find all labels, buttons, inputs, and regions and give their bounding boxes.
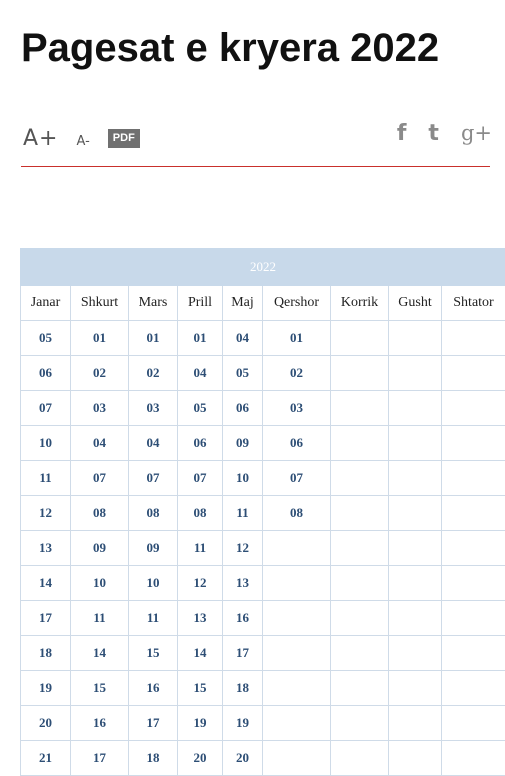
table-row: [21, 636, 505, 671]
table-cell: [442, 636, 505, 671]
table-cell: 10: [223, 461, 263, 496]
table-cell: [389, 426, 442, 461]
table-cell: 14: [21, 566, 71, 601]
table-cell: 12: [178, 566, 223, 601]
table-cell: 12: [21, 496, 71, 531]
table-cell: 15: [129, 636, 178, 671]
table-cell: 20: [178, 741, 223, 776]
table-cell: [389, 601, 442, 636]
table-cell: [389, 461, 442, 496]
page-title: Pagesat e kryera 2022: [21, 24, 439, 72]
table-cell: [331, 636, 389, 671]
table-cell: 15: [178, 671, 223, 706]
table-cell: 08: [178, 496, 223, 531]
table-cell: 16: [129, 671, 178, 706]
table-cell: [331, 426, 389, 461]
table-row: [21, 601, 505, 636]
table-cell: 03: [263, 391, 331, 426]
month-header-shkurt: Shkurt: [71, 286, 129, 321]
month-header-gusht: Gusht: [389, 286, 442, 321]
font-size-tools: [23, 123, 140, 153]
table-cell: [442, 566, 505, 601]
pdf-button[interactable]: PDF: [108, 129, 140, 148]
table-cell: 06: [178, 426, 223, 461]
table-cell: 08: [71, 496, 129, 531]
table-cell: 11: [178, 531, 223, 566]
table-cell: 04: [223, 321, 263, 356]
table-cell: 13: [178, 601, 223, 636]
table-cell: 18: [129, 741, 178, 776]
table-cell: 11: [129, 601, 178, 636]
table-cell: 14: [71, 636, 129, 671]
table-row: [21, 321, 505, 356]
month-header-row: [21, 286, 505, 321]
table-cell: [331, 321, 389, 356]
table-cell: 05: [178, 391, 223, 426]
table-cell: 02: [263, 356, 331, 391]
table-cell: 19: [178, 706, 223, 741]
table-cell: [263, 566, 331, 601]
table-cell: 05: [21, 321, 71, 356]
table-cell: [442, 706, 505, 741]
table-cell: 14: [178, 636, 223, 671]
table-cell: 07: [129, 461, 178, 496]
table-cell: 21: [21, 741, 71, 776]
table-cell: 17: [21, 601, 71, 636]
table-cell: 04: [129, 426, 178, 461]
month-header-shtator: Shtator: [442, 286, 505, 321]
table-cell: [389, 636, 442, 671]
table-cell: [442, 496, 505, 531]
table-cell: [331, 601, 389, 636]
table-cell: [263, 741, 331, 776]
payments-table-body: [21, 321, 505, 776]
month-header-prill: Prill: [178, 286, 223, 321]
table-cell: 16: [71, 706, 129, 741]
table-cell: 20: [21, 706, 71, 741]
google-plus-icon[interactable]: g+: [461, 121, 492, 145]
table-cell: [389, 741, 442, 776]
table-cell: 09: [129, 531, 178, 566]
table-cell: [331, 671, 389, 706]
table-cell: 06: [21, 356, 71, 391]
table-cell: 01: [71, 321, 129, 356]
table-cell: [331, 391, 389, 426]
table-cell: [389, 391, 442, 426]
table-cell: 18: [223, 671, 263, 706]
table-cell: 10: [71, 566, 129, 601]
table-cell: 03: [129, 391, 178, 426]
social-share: [397, 118, 492, 148]
table-cell: 17: [71, 741, 129, 776]
table-cell: [331, 741, 389, 776]
table-cell: [331, 531, 389, 566]
table-cell: [331, 706, 389, 741]
table-cell: [263, 636, 331, 671]
table-row: [21, 356, 505, 391]
table-cell: 02: [129, 356, 178, 391]
table-cell: 11: [223, 496, 263, 531]
table-cell: 08: [129, 496, 178, 531]
table-cell: 01: [129, 321, 178, 356]
month-header-mars: Mars: [129, 286, 178, 321]
table-cell: [442, 531, 505, 566]
table-cell: 01: [263, 321, 331, 356]
table-cell: 13: [223, 566, 263, 601]
table-row: [21, 461, 505, 496]
table-cell: 19: [21, 671, 71, 706]
table-cell: 08: [263, 496, 331, 531]
table-cell: 10: [129, 566, 178, 601]
table-cell: [442, 356, 505, 391]
table-cell: 20: [223, 741, 263, 776]
table-cell: 11: [21, 461, 71, 496]
year-header-row: [21, 249, 505, 286]
table-cell: 03: [71, 391, 129, 426]
month-header-qershor: Qershor: [263, 286, 331, 321]
year-header: 2022: [21, 249, 505, 286]
table-cell: [331, 461, 389, 496]
table-cell: 09: [223, 426, 263, 461]
table-cell: [389, 531, 442, 566]
table-cell: [442, 426, 505, 461]
table-row: [21, 426, 505, 461]
table-cell: [389, 321, 442, 356]
table-cell: 17: [223, 636, 263, 671]
table-row: [21, 566, 505, 601]
table-cell: [331, 356, 389, 391]
table-row: [21, 671, 505, 706]
section-divider: [21, 166, 490, 167]
table-cell: 11: [71, 601, 129, 636]
facebook-icon[interactable]: f: [397, 121, 407, 146]
table-cell: 10: [21, 426, 71, 461]
table-cell: 07: [21, 391, 71, 426]
payments-table: [20, 248, 505, 776]
table-cell: [331, 496, 389, 531]
table-cell: 04: [71, 426, 129, 461]
table-cell: [263, 706, 331, 741]
table-cell: [442, 671, 505, 706]
table-cell: 15: [71, 671, 129, 706]
table-cell: 07: [178, 461, 223, 496]
table-cell: [442, 741, 505, 776]
month-header-maj: Maj: [223, 286, 263, 321]
table-cell: 13: [21, 531, 71, 566]
table-cell: [442, 391, 505, 426]
table-cell: [442, 601, 505, 636]
table-cell: 06: [263, 426, 331, 461]
table-cell: 04: [178, 356, 223, 391]
table-cell: 06: [223, 391, 263, 426]
table-cell: [263, 601, 331, 636]
month-header-korrik: Korrik: [331, 286, 389, 321]
font-decrease-button[interactable]: A-: [76, 134, 89, 149]
table-cell: 05: [223, 356, 263, 391]
table-cell: [442, 461, 505, 496]
twitter-icon[interactable]: t: [428, 121, 439, 146]
table-cell: [331, 566, 389, 601]
table-cell: 07: [263, 461, 331, 496]
font-increase-button[interactable]: A+: [23, 126, 58, 151]
table-row: [21, 496, 505, 531]
table-cell: [389, 496, 442, 531]
month-header-janar: Janar: [21, 286, 71, 321]
table-row: [21, 741, 505, 776]
table-cell: 16: [223, 601, 263, 636]
table-cell: 12: [223, 531, 263, 566]
table-cell: 01: [178, 321, 223, 356]
table-cell: 07: [71, 461, 129, 496]
table-cell: 02: [71, 356, 129, 391]
table-cell: [389, 356, 442, 391]
table-cell: 09: [71, 531, 129, 566]
table-row: [21, 706, 505, 741]
table-cell: [389, 566, 442, 601]
table-cell: 19: [223, 706, 263, 741]
table-cell: 18: [21, 636, 71, 671]
table-cell: [389, 671, 442, 706]
table-cell: [442, 321, 505, 356]
table-cell: [263, 531, 331, 566]
table-cell: [389, 706, 442, 741]
table-cell: 17: [129, 706, 178, 741]
table-cell: [263, 671, 331, 706]
table-row: [21, 391, 505, 426]
payments-table-container[interactable]: [20, 248, 505, 776]
table-row: [21, 531, 505, 566]
